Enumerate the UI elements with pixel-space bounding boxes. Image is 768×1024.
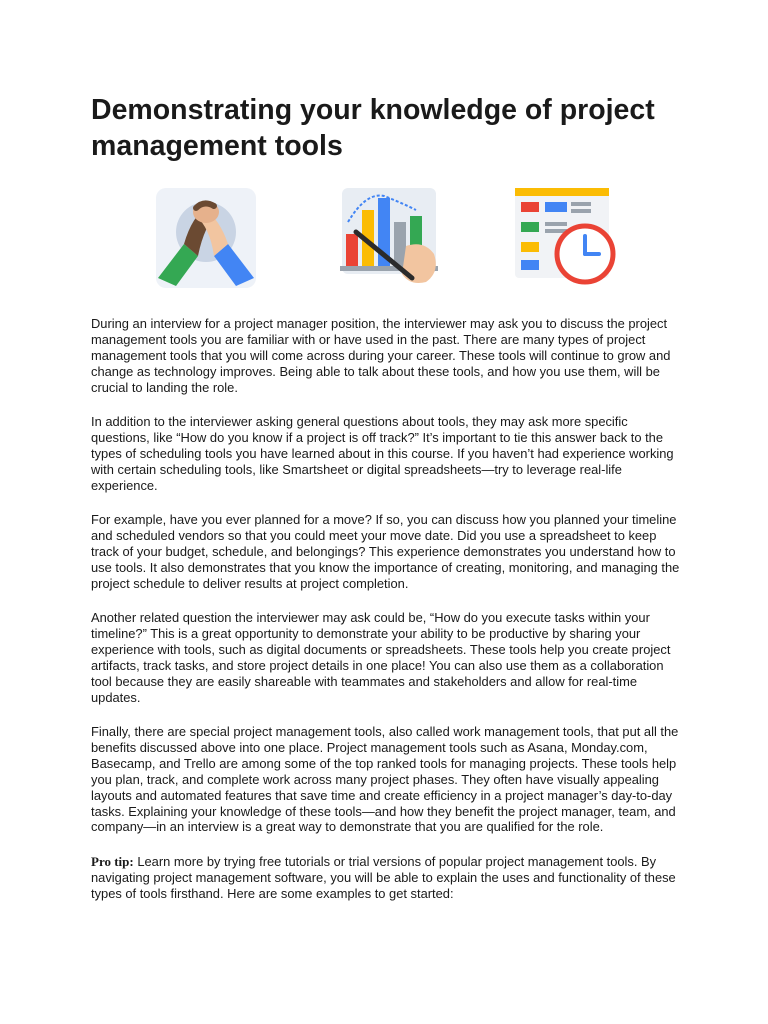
schedule-clock-icon (511, 182, 621, 294)
paragraph-example: For example, have you ever planned for a move? If so, you can discuss how you planned your timeline and scheduled vendors so that you could meet your move date. Did you use a spreadsheet to keep track of your budget, schedule, and belongings? This experience demonstrates you understand how to use tools. It also demonstrates that you know the importance of creating, monitoring, and managing the project schedule to deliver results at project completion. (91, 512, 680, 591)
handshake-icon (146, 182, 266, 294)
pro-tip (91, 854, 681, 902)
paragraph-work-management-tools: Finally, there are special project management tools, also called work management tools, that put all the benefits discussed above into one place. Project management tools such as Asana, Monday.com, Basecamp, and Trello are among some of the top ranked tools for managing projects. These tools help you plan, track, and complete work across many project phases. They often have visually appealing layouts and automated features that save time and create efficiency in a project manager’s day-to-day tasks. Explaining your knowledge of these tools—and how they benefit the project manager, team, and company—in an interview is a great way to demonstrate that you are qualified for the role. (91, 724, 679, 835)
page-title: Demonstrating your knowledge of project management tools (91, 94, 655, 162)
paragraph-intro: During an interview for a project manager position, the interviewer may ask you to discuss the project management tools you are familiar with or have used in the past. There are many types of project management tools that you will come across during your career. These tools will continue to grow and change as technology improves. Being able to talk about these tools, and how you use them, will be crucial to landing the role. (91, 316, 671, 395)
paragraph-execute-tasks: Another related question the interviewer may ask could be, “How do you execute tasks within your timeline?” This is a great opportunity to demonstrate your ability to be productive by sharing your experience with tools, such as digital documents or spreadsheets. These tools help you create project artifacts, track tasks, and store project details in one place! You can also use them as a collaboration tool because they are easily shareable with teammates and stakeholders and allow for real-time updates. (91, 610, 671, 705)
illustration-row (91, 182, 681, 312)
paragraph-specific-questions: In addition to the interviewer asking general questions about tools, they may ask more specific questions, like “How do you know if a project is off track?” It’s important to tie this answer back to the types of scheduling tools you have learned about in this course. If you haven’t had experience working with certain scheduling tools, like Smartsheet or digital spreadsheets—try to leverage real-life experience. (91, 414, 674, 493)
document-page (91, 92, 681, 920)
article-body (91, 316, 681, 902)
bar-chart-icon (336, 182, 446, 294)
pro-tip-text: Learn more by trying free tutorials or trial versions of popular project management tools. By navigating project management software, you will be able to explain the uses and functionality of these types of tools firsthand. Here are some examples to get started: (91, 853, 676, 901)
pro-tip-label: Pro tip: (91, 853, 134, 869)
